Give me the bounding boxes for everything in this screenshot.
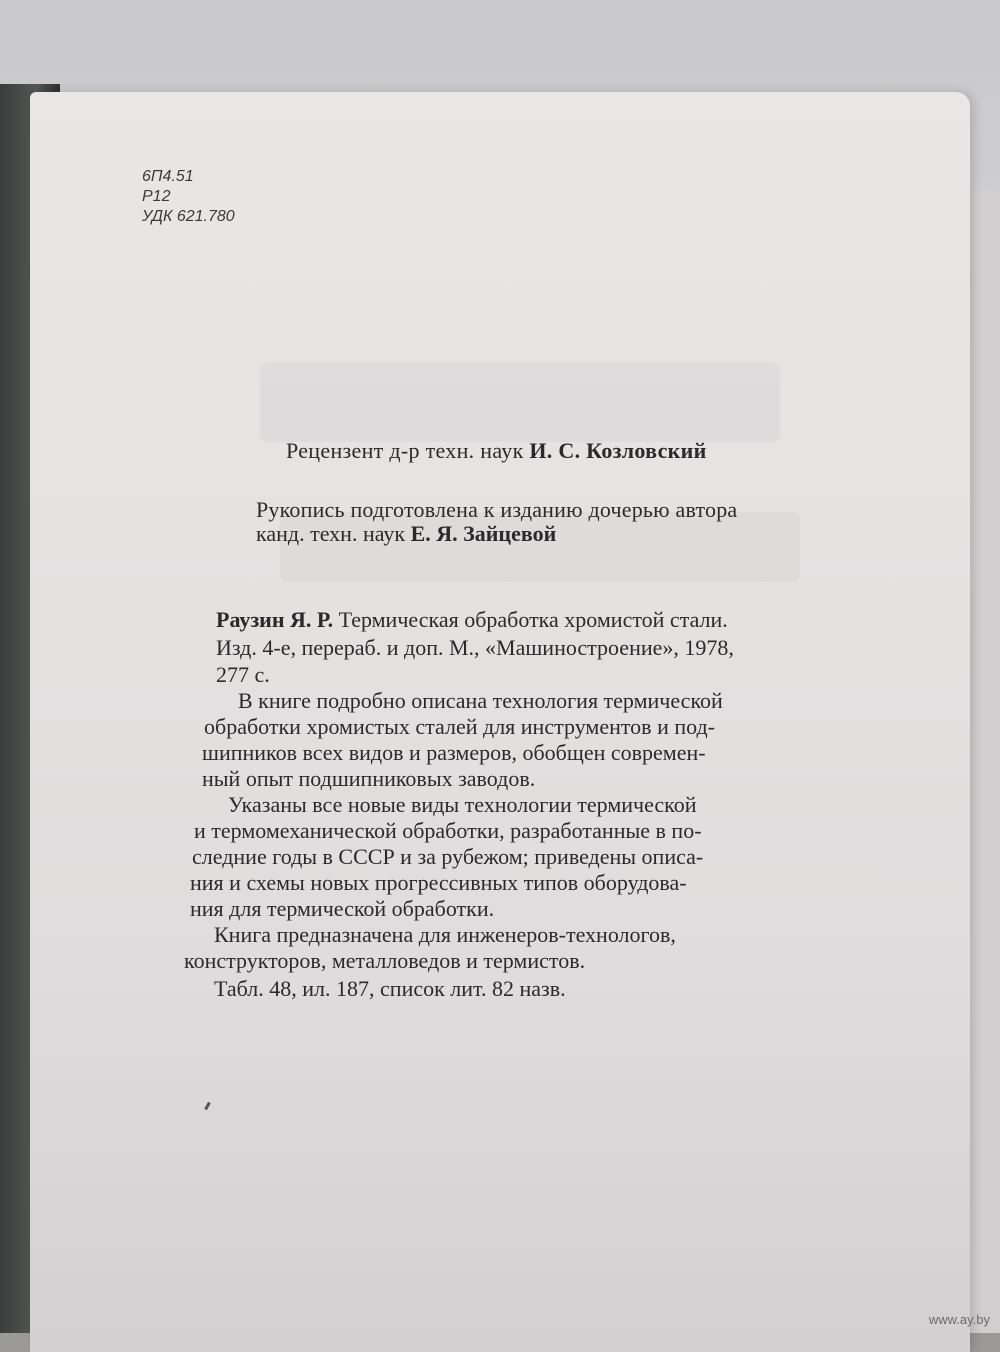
citation-line-2: Изд. 4-е, перераб. и доп. М., «Машиностроение», 1978, [216, 635, 734, 660]
abstract-line: обработки хромистых сталей для инструментов и под- [204, 714, 716, 739]
abstract-line: Книга предназначена для инженеров-технологов, [214, 922, 676, 947]
book-page [30, 92, 970, 1352]
abstract-line: ния и схемы новых прогрессивных типов оборудова- [190, 870, 687, 895]
abstract-line: ный опыт подшипниковых заводов. [202, 766, 536, 791]
abstract-line: конструкторов, металловедов и термистов. [184, 948, 586, 973]
citation-title: Термическая обработка хромистой стали. [338, 607, 728, 632]
citation-line-1 [216, 607, 728, 633]
abstract-line: Указаны все новые виды технологии термической [228, 792, 697, 817]
reviewer-line [286, 438, 707, 464]
manuscript-name: Е. Я. Зайцевой [410, 521, 557, 546]
abstract-line: В книге подробно описана технология термической [238, 688, 723, 713]
abstract-line: Табл. 48, ил. 187, список лит. 82 назв. [214, 976, 566, 1001]
citation-line-3: 277 с. [216, 662, 270, 687]
abstract-line: шипников всех видов и размеров, обобщен современ- [202, 740, 706, 765]
reviewer-name: И. С. Козловский [529, 438, 707, 463]
abstract-line: и термомеханической обработки, разработанные в по- [194, 818, 702, 843]
reviewer-prefix: Рецензент д-р техн. наук [286, 438, 524, 463]
citation-author: Раузин Я. Р. [216, 607, 334, 632]
watermark: www.ay.by [928, 1312, 990, 1327]
abstract-line: следние годы в СССР и за рубежом; приведены описа- [192, 844, 704, 869]
ink-speck [204, 1102, 211, 1110]
manuscript-line-1: Рукопись подготовлена к изданию дочерью автора [256, 497, 738, 522]
show-through-shadow [260, 362, 780, 442]
manuscript-line-2 [256, 521, 556, 547]
manuscript-prefix: канд. техн. наук [256, 521, 406, 546]
classification-code: Р12 [142, 188, 171, 205]
udc-code: УДК 621.780 [142, 208, 235, 225]
abstract-line: ния для термической обработки. [190, 896, 495, 921]
classification-code: 6П4.51 [142, 168, 194, 185]
